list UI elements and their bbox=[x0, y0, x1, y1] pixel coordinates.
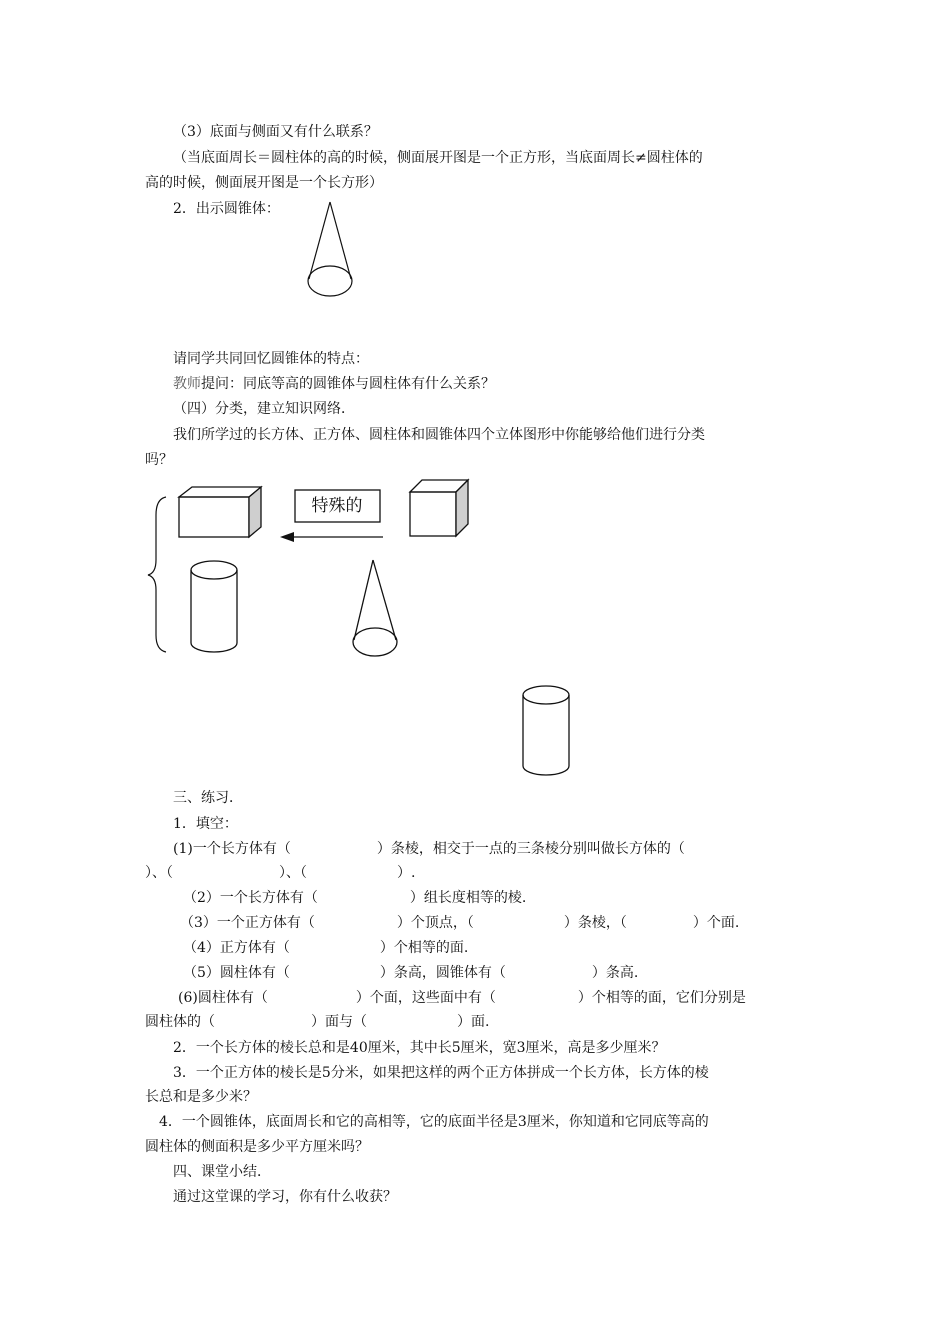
fill-5-text-b: ）条高，圆锥体有（ bbox=[379, 965, 506, 981]
fill-1-text-a: (1)一个长方体有（ bbox=[173, 841, 291, 857]
fill-5-text-c: ）条高. bbox=[591, 965, 639, 981]
classification-diagram bbox=[140, 475, 480, 660]
answer-line-1: （当底面周长＝圆柱体的高的时候，侧面展开图是一个正方形，当底面周长≠圆柱体的 bbox=[173, 150, 703, 166]
cone-intro: 2．出示圆锥体： bbox=[173, 201, 280, 217]
fill-item-6-cont bbox=[145, 1010, 810, 1034]
fill-6-text-a: (6)圆柱体有（ bbox=[178, 990, 268, 1006]
teacher-word: 教师 bbox=[173, 376, 201, 392]
cube-shape bbox=[410, 480, 468, 536]
cone-shape-2 bbox=[353, 560, 397, 656]
question-2: 2．一个长方体的棱长总和是40厘米，其中长5厘米，宽3厘米，高是多少厘米？ bbox=[173, 1040, 666, 1056]
summary-question: 通过这堂课的学习，你有什么收获？ bbox=[173, 1189, 397, 1205]
classify-line-1: 我们所学过的长方体、正方体、圆柱体和圆锥体四个立体图形中你能够给他们进行分类 bbox=[173, 427, 705, 443]
fill-4-text-b: ）个相等的面. bbox=[379, 940, 469, 956]
cone-figure bbox=[300, 198, 360, 302]
fill-item-2 bbox=[183, 886, 848, 910]
fill-heading: 1．填空： bbox=[173, 816, 238, 832]
practice-heading: 三、练习． bbox=[173, 790, 243, 806]
fill-4-text-a: （4）正方体有（ bbox=[183, 940, 290, 956]
recall-text: 请同学共同回忆圆锥体的特点： bbox=[173, 351, 369, 367]
cylinder-shape bbox=[191, 561, 237, 652]
fill-3-text-b: ）个顶点，（ bbox=[396, 915, 474, 931]
fill-1-text-d: ）、（ bbox=[279, 865, 307, 881]
cylinder-figure bbox=[520, 684, 574, 780]
teacher-question bbox=[173, 372, 838, 396]
fill-item-3 bbox=[180, 911, 845, 935]
special-label: 特殊的 bbox=[311, 496, 363, 516]
fill-item-6 bbox=[178, 986, 843, 1010]
answer-line-2: 高的时候，侧面展开图是一个长方形） bbox=[145, 175, 383, 191]
fill-1-text-b: ）条棱，相交于一点的三条棱分别叫做长方体的（ bbox=[376, 841, 685, 857]
fill-2-text-b: ）组长度相等的棱. bbox=[409, 890, 527, 906]
fill-2-text-a: （2）一个长方体有（ bbox=[183, 890, 318, 906]
fill-item-1 bbox=[173, 837, 838, 861]
fill-6-text-e: ）面与（ bbox=[311, 1014, 367, 1030]
question-4-line-1: 4．一个圆锥体，底面周长和它的高相等，它的底面半径是3厘米，你知道和它同底等高的 bbox=[159, 1114, 709, 1130]
question-3-line-1: 3．一个正方体的棱长是5分米，如果把这样的两个正方体拼成一个长方体，长方体的棱 bbox=[173, 1065, 709, 1081]
fill-1-text-e: ）. bbox=[397, 865, 416, 881]
fill-6-text-f: ）面. bbox=[457, 1014, 490, 1030]
fill-1-text-c: ）、（ bbox=[145, 865, 173, 881]
fill-3-text-d: ）个面. bbox=[692, 915, 740, 931]
section-4-heading: （四）分类，建立知识网络． bbox=[173, 401, 355, 417]
fill-item-1-cont bbox=[145, 861, 810, 885]
question-3: （3）底面与侧面又有什么联系？ bbox=[173, 124, 378, 140]
curly-brace bbox=[148, 497, 166, 652]
question-4-line-2: 圆柱体的侧面积是多少平方厘米吗？ bbox=[145, 1139, 369, 1155]
classify-line-2: 吗？ bbox=[145, 452, 173, 468]
cuboid-shape bbox=[179, 487, 261, 537]
summary-heading: 四、课堂小结． bbox=[173, 1164, 271, 1180]
question-3-line-2: 长总和是多少米？ bbox=[145, 1089, 257, 1105]
teacher-question-text: 提问：同底等高的圆锥体与圆柱体有什么关系？ bbox=[201, 376, 495, 392]
fill-5-text-a: （5）圆柱体有（ bbox=[183, 965, 290, 981]
arrow-head bbox=[280, 532, 294, 542]
fill-6-text-d: 圆柱体的（ bbox=[145, 1014, 215, 1030]
fill-3-text-a: （3）一个正方体有（ bbox=[180, 915, 315, 931]
fill-6-text-b: ）个面，这些面中有（ bbox=[355, 990, 496, 1006]
fill-6-text-c: ）个相等的面，它们分别是 bbox=[577, 990, 746, 1006]
fill-3-text-c: ）条棱，（ bbox=[563, 915, 627, 931]
fill-item-4 bbox=[183, 936, 848, 960]
fill-item-5 bbox=[183, 961, 848, 985]
